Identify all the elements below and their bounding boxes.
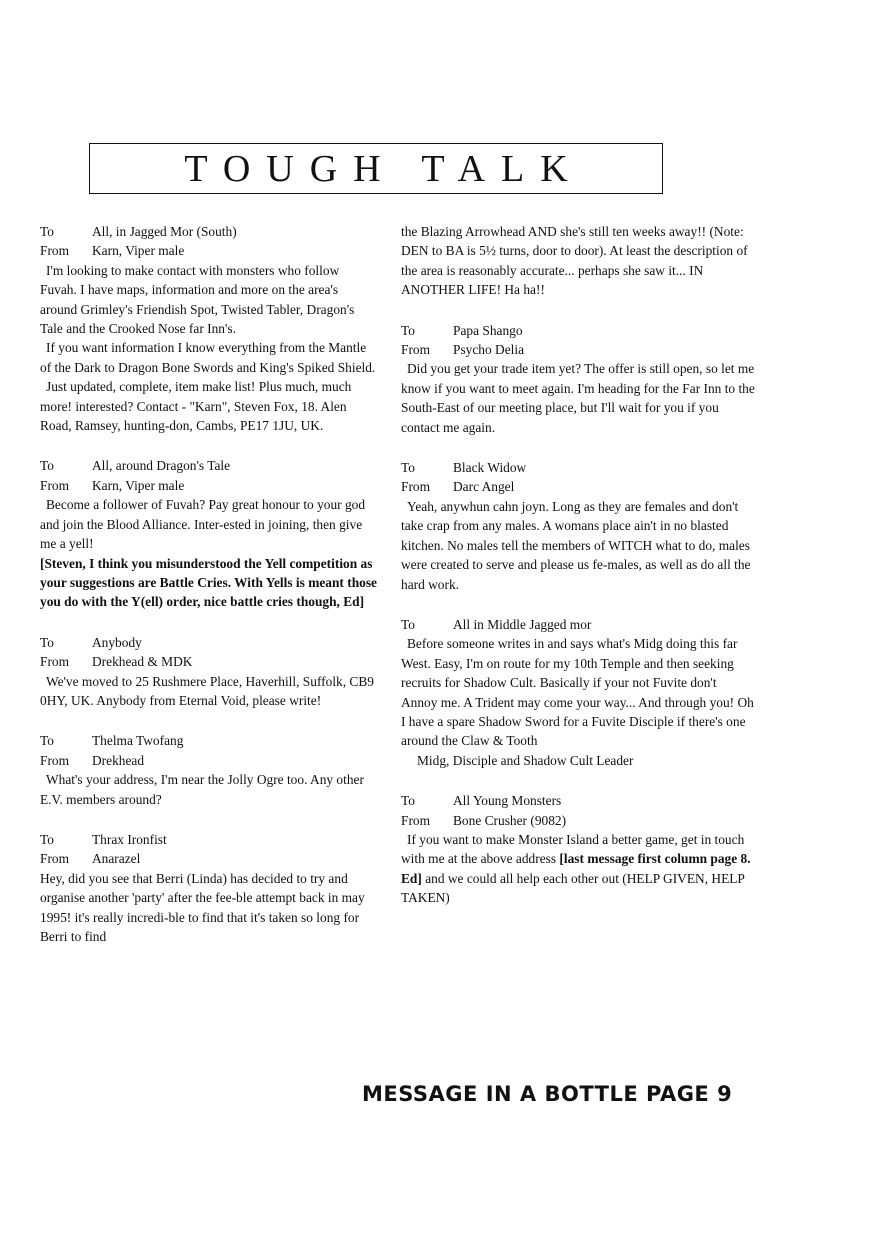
to-label: To — [401, 322, 415, 338]
message-5-continued — [401, 222, 755, 300]
to-label: To — [401, 460, 415, 476]
left-column — [40, 222, 378, 967]
message-9 — [401, 791, 755, 907]
page-footer: MESSAGE IN A BOTTLE PAGE 9 — [362, 1082, 733, 1106]
from-label: From — [401, 342, 431, 358]
page-title: TOUGH TALK — [184, 147, 584, 190]
message-2 — [40, 456, 378, 611]
sender: Bone Crusher (9082) — [453, 812, 567, 828]
from-label: From — [40, 654, 70, 670]
message-text: We've moved to 25 Rushmere Place, Haverhill, Suffolk, CB9 0HY, UK. Anybody from Eternal Void, please write! — [40, 673, 374, 708]
message-4 — [40, 731, 378, 809]
recipient: Thelma Twofang — [92, 733, 184, 749]
message-text: Before someone writes in and says what's Midg doing this far West. Easy, I'm on route for my 10th Temple and then seeking recruits for Shadow Cult. Basically if your not Fuvite don't Annoy me. A Trident may come your way... And through you! Oh I have a spare Shadow Sword for a Fuvite Disciple if there's one around the Claw & Tooth — [401, 636, 754, 749]
to-label: To — [40, 224, 54, 239]
from-label: From — [40, 851, 70, 867]
to-label: To — [401, 793, 415, 809]
from-label: From — [40, 477, 70, 493]
sender: Psycho Delia — [453, 342, 525, 358]
right-column — [401, 222, 755, 929]
recipient: Thrax Ironfist — [92, 831, 167, 847]
message-text: If you want to make Monster Island a better game, get in touch with me at the above address — [401, 831, 745, 867]
message-text: and we could all help each other out (HELP GIVEN, HELP TAKEN) — [401, 870, 745, 906]
message-5 — [40, 830, 378, 946]
title-box — [89, 143, 663, 194]
sender: Anarazel — [92, 851, 141, 867]
message-text: If you want information I know everything from the Mantle of the Dark to Dragon Bone Swords and King's Spiked Shield. — [40, 340, 376, 375]
recipient: Papa Shango — [453, 322, 523, 338]
to-label: To — [40, 634, 54, 650]
message-1 — [40, 222, 378, 435]
sender: Karn, Viper male — [92, 243, 185, 259]
to-label: To — [40, 733, 54, 749]
message-text: Did you get your trade item yet? The offer is still open, so let me know if you want to meet again. I'm heading for the Far Inn to the South-East of our meeting place, but I'll wait for you if you contact me again. — [401, 361, 755, 435]
message-text: the Blazing Arrowhead AND she's still ten weeks away!! (Note: DEN to BA is 5½ turns, door to door). At least the description of the area is reasonably accurate... perhaps she saw it... IN ANOTHER LIFE! Ha ha!! — [401, 224, 748, 298]
from-label: From — [40, 243, 70, 259]
message-3 — [40, 633, 378, 711]
message-8 — [401, 615, 755, 770]
recipient: All Young Monsters — [453, 793, 562, 809]
to-label: To — [401, 616, 415, 632]
message-text: Yeah, anywhun cahn joyn. Long as they are females and don't take crap from any males. A womans place ain't in no blasted kitchen. No males tell the members of WITCH what to do, males were created to serve and please us fe-males, as well as do all the hard work. — [401, 498, 751, 592]
message-text: What's your address, I'm near the Jolly Ogre too. Any other E.V. members around? — [40, 772, 364, 807]
message-text: I'm looking to make contact with monsters who follow Fuvah. I have maps, information and more on the area's around Grimley's Friendish Spot, Twisted Tabler, Dragon's Tale and the Crooked Nose far Inn's. — [40, 262, 355, 337]
message-text: Just updated, complete, item make list! Plus much, much more! interested? Contact - "Karn", Steven Fox, 18. Alen Road, Ramsey, hunting-don, Cambs, PE17 1JU, UK. — [40, 379, 352, 434]
from-label: From — [401, 479, 431, 495]
from-label: From — [40, 752, 70, 768]
to-label: To — [40, 831, 54, 847]
recipient: Black Widow — [453, 460, 527, 476]
message-text: Hey, did you see that Berri (Linda) has decided to try and organise another 'party' after the fee-ble attempt back in may 1995! it's really incredi-ble to find that it's taken so long for Berri to find — [40, 870, 365, 944]
editor-note: [Steven, I think you misunderstood the Yell competition as your suggestions are Battle Cries. With Yells is meant those you do with the Y(ell) order, nice battle cries though, Ed] — [40, 555, 377, 610]
message-7 — [401, 458, 755, 594]
sender: Darc Angel — [453, 479, 515, 495]
sender: Drekhead — [92, 752, 145, 768]
recipient: Anybody — [92, 634, 142, 650]
message-6 — [401, 321, 755, 437]
recipient: All, in Jagged Mor (South) — [92, 224, 237, 239]
sender: Drekhead & MDK — [92, 654, 193, 670]
to-label: To — [40, 458, 54, 474]
from-label: From — [401, 812, 431, 828]
recipient: All in Middle Jagged mor — [453, 616, 592, 632]
sender: Karn, Viper male — [92, 477, 185, 493]
signature: Midg, Disciple and Shadow Cult Leader — [417, 752, 634, 768]
recipient: All, around Dragon's Tale — [92, 458, 231, 474]
editor-note: [last message first column page 8. Ed] — [401, 851, 751, 886]
message-text: Become a follower of Fuvah? Pay great honour to your god and join the Blood Alliance. Inter-ested in joining, then give me a yell! — [40, 497, 366, 552]
